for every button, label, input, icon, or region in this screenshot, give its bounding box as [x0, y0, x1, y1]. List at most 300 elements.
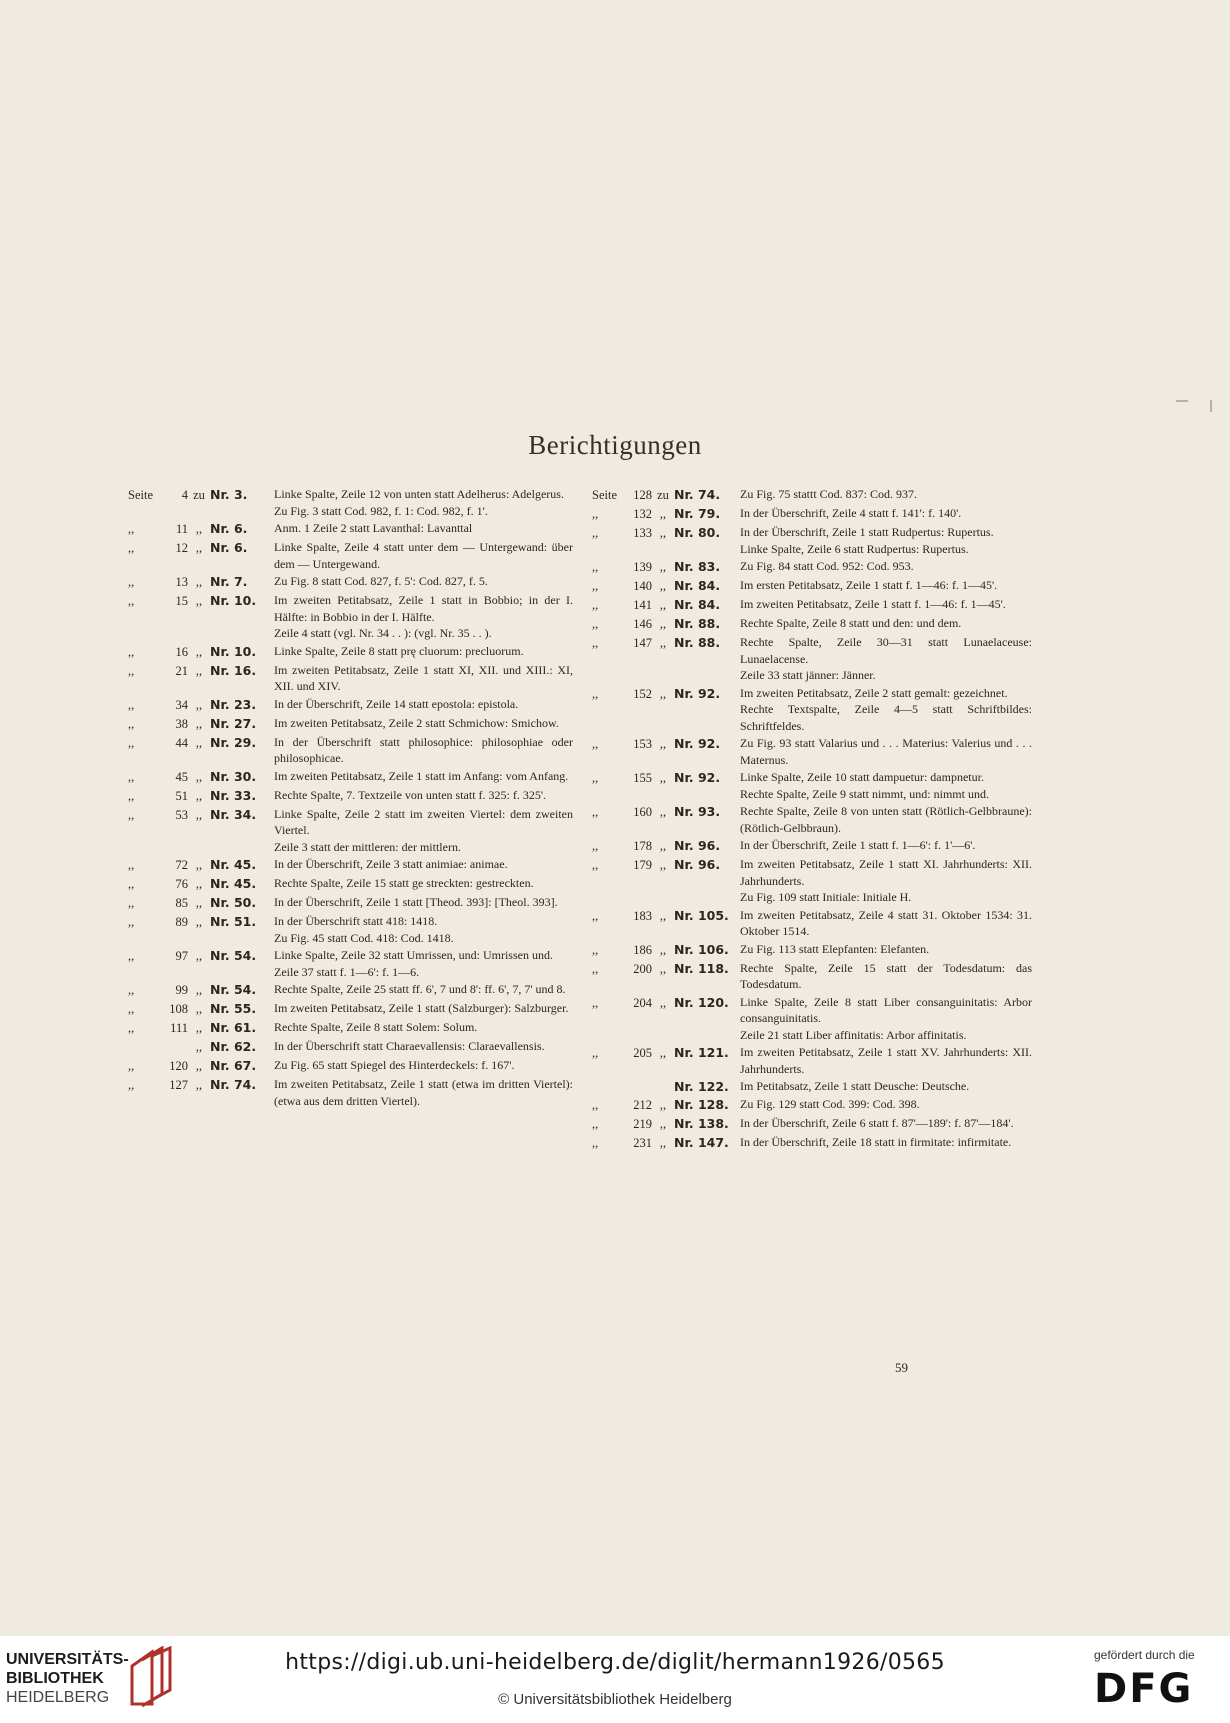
entry-text — [740, 907, 1032, 940]
entry-reference — [592, 615, 740, 633]
correction-entry — [592, 837, 1032, 855]
dfg-logo[interactable]: DFG — [1094, 1666, 1194, 1712]
page-ref: 85 — [175, 896, 188, 910]
entry-reference — [128, 715, 274, 733]
correction-line: Im zweiten Petitabsatz, Zeile 1 statt XV. Jahrhunderts: XII. Jahrhunderts. — [740, 1045, 1032, 1076]
correction-entry — [128, 1057, 573, 1075]
entry-text — [274, 734, 573, 767]
entry-reference — [128, 643, 274, 661]
correction-entry — [128, 573, 573, 591]
copyright-notice: © Universitätsbibliothek Heidelberg — [498, 1691, 732, 1708]
zu-label: ,, — [195, 769, 203, 784]
correction-line: Zu Fig. 75 stattt Cod. 837: Cod. 937. — [740, 487, 918, 501]
catalogue-number: Nr. 45. — [210, 876, 257, 891]
correction-line: Zeile 21 statt Liber affinitatis: Arbor affinitatis. — [740, 1027, 967, 1042]
catalogue-number: Nr. 16. — [210, 662, 257, 678]
seite-label: Seite — [128, 488, 153, 502]
catalogue-number: Nr. 54. — [210, 948, 257, 963]
correction-line: Zu Fig. 45 statt Cod. 418: Cod. 1418. — [274, 930, 454, 945]
correction-entry — [592, 615, 1032, 633]
seite-label: ,, — [592, 1098, 599, 1112]
entry-reference — [128, 1076, 274, 1094]
entry-reference — [128, 806, 274, 824]
entry-text — [274, 894, 573, 911]
entry-text — [740, 1078, 1032, 1095]
catalogue-number: Nr. 88. — [674, 635, 721, 650]
correction-entry — [128, 894, 573, 912]
entry-text — [274, 662, 573, 695]
entry-reference — [592, 941, 740, 959]
correction-line: Rechte Spalte, Zeile 15 statt der Todesdatum: das Todesdatum. — [740, 960, 1032, 991]
entry-reference — [592, 524, 740, 542]
entry-text — [274, 573, 573, 590]
correction-line: Zeile 4 statt (vgl. Nr. 34 . . ): (vgl. Nr. 35 . . ). — [274, 626, 492, 640]
page-ref: 178 — [633, 839, 652, 853]
zu-label: ,, — [659, 737, 667, 751]
seite-label: Seite — [592, 488, 617, 502]
correction-line: In der Überschrift statt 418: 1418. — [274, 914, 438, 928]
zu-label: ,, — [195, 575, 203, 589]
catalogue-number: Nr. 34. — [210, 806, 257, 822]
correction-line: Im zweiten Petitabsatz, Zeile 1 statt f. 1—46: f. 1—45'. — [740, 597, 1006, 611]
correction-entry — [592, 558, 1032, 576]
seite-label: ,, — [128, 983, 135, 997]
logo-text-line2: BIBLIOTHEK — [6, 1670, 104, 1687]
seite-label: ,, — [128, 716, 135, 731]
seite-label: ,, — [128, 807, 135, 822]
entry-reference — [128, 696, 274, 714]
correction-line: Zu Fig. 65 statt Spiegel des Hinterdeckels: f. 167'. — [274, 1058, 515, 1072]
correction-entry — [592, 685, 1032, 735]
zu-label: ,, — [659, 636, 667, 650]
page-ref: 51 — [175, 788, 188, 803]
entry-reference — [128, 1057, 274, 1075]
page-ref: 133 — [633, 526, 652, 540]
correction-line: Im zweiten Petitabsatz, Zeile 4 statt 31. Oktober 1534: 31. Oktober 1514. — [740, 907, 1032, 938]
entry-reference — [592, 735, 740, 753]
entry-reference — [592, 505, 740, 523]
correction-line: Im zweiten Petitabsatz, Zeile 1 statt in Bobbio; in der I. Hälfte: in Bobbio in der I. Hälfte. — [274, 593, 573, 624]
page-ref: 12 — [175, 541, 188, 555]
correction-entry — [128, 662, 573, 695]
page-ref: 140 — [633, 579, 652, 593]
page-ref: 128 — [633, 488, 652, 502]
correction-entry — [592, 994, 1032, 1044]
seite-label: ,, — [592, 961, 599, 976]
zu-label: ,, — [195, 522, 203, 536]
zu-label: ,, — [195, 983, 203, 997]
correction-line: Zu Fig. 84 statt Cod. 952: Cod. 953. — [740, 559, 914, 573]
zu-label: ,, — [659, 771, 667, 785]
correction-entry — [592, 1044, 1032, 1077]
seite-label: ,, — [128, 697, 135, 712]
correction-entry — [592, 735, 1032, 768]
catalogue-number: Nr. 27. — [210, 715, 257, 731]
entry-reference — [592, 577, 740, 595]
correction-entry — [128, 643, 573, 661]
seite-label: ,, — [128, 858, 135, 872]
entry-text — [274, 856, 573, 873]
zu-label: ,, — [195, 541, 203, 555]
catalogue-number: Nr. 120. — [674, 994, 729, 1010]
catalogue-number: Nr. 147. — [674, 1135, 729, 1150]
seite-label: ,, — [128, 1021, 135, 1035]
entry-text — [274, 806, 573, 856]
entry-reference — [592, 1134, 740, 1152]
zu-label: ,, — [659, 908, 667, 923]
seite-label: ,, — [592, 579, 599, 593]
page-ref: 53 — [175, 807, 188, 822]
page-ref: 45 — [175, 769, 188, 784]
page-ref: 132 — [633, 507, 652, 521]
left-column — [128, 486, 573, 1110]
catalogue-number: Nr. 96. — [674, 838, 721, 853]
catalogue-number: Nr. 62. — [210, 1039, 257, 1054]
entry-text — [740, 486, 1032, 503]
zu-label: ,, — [195, 594, 203, 608]
correction-line: In der Überschrift statt philosophice: philosophiae oder philosophicae. — [274, 734, 573, 765]
catalogue-number: Nr. 10. — [210, 643, 257, 659]
correction-entry — [128, 806, 573, 856]
entry-text — [740, 1115, 1032, 1132]
entry-reference — [128, 734, 274, 752]
page-ref: 183 — [633, 908, 652, 923]
entry-text — [740, 524, 1032, 557]
correction-line: Im Petitabsatz, Zeile 1 statt Deusche: Deutsche. — [740, 1079, 970, 1093]
seite-label: ,, — [592, 507, 599, 521]
zu-label: ,, — [195, 896, 203, 910]
correction-line: Rechte Spalte, Zeile 8 statt und den: und dem. — [740, 616, 962, 630]
correction-line: Zu Fig. 8 statt Cod. 827, f. 5': Cod. 827, f. 5. — [274, 574, 488, 588]
entry-reference — [128, 662, 274, 680]
entry-reference — [592, 1044, 740, 1062]
page-ref: 13 — [175, 575, 188, 589]
entry-reference — [128, 768, 274, 786]
seite-label: ,, — [592, 636, 599, 650]
seite-label: ,, — [592, 942, 599, 957]
correction-entry — [592, 1096, 1032, 1114]
entry-reference — [128, 913, 274, 931]
correction-line: In der Überschrift statt Charaevallensis: Claraevallensis. — [274, 1039, 545, 1053]
zu-label: ,, — [195, 858, 203, 872]
seite-label: ,, — [128, 915, 135, 929]
page-ref: 139 — [633, 560, 652, 574]
correction-line: Im zweiten Petitabsatz, Zeile 1 statt XI, XII. und XIII.: XI, XII. und XIV. — [274, 662, 573, 693]
page-ref: 219 — [633, 1117, 652, 1131]
zu-label: zu — [657, 488, 669, 502]
page-ref: 16 — [175, 644, 188, 659]
zu-label: ,, — [659, 686, 667, 701]
page-ref: 120 — [169, 1059, 188, 1073]
page-ref: 108 — [169, 1002, 188, 1016]
entry-reference — [592, 907, 740, 925]
page-ref: 99 — [175, 983, 188, 997]
page-ref: 111 — [170, 1021, 188, 1035]
entry-text — [740, 803, 1032, 836]
correction-line: Rechte Spalte, Zeile 15 statt ge streckten: gestreckten. — [274, 876, 534, 890]
entry-text — [740, 577, 1032, 594]
entry-text — [740, 634, 1032, 684]
correction-line: Zeile 3 statt der mittleren: der mittlern. — [274, 839, 461, 854]
zu-label: ,, — [659, 839, 667, 853]
entry-text — [740, 615, 1032, 632]
page-ref: 21 — [175, 663, 188, 678]
zu-label: ,, — [659, 1136, 667, 1150]
correction-line: Zu Fig. 129 statt Cod. 399: Cod. 398. — [740, 1097, 920, 1111]
entry-reference — [592, 634, 740, 652]
catalogue-number: Nr. 84. — [674, 597, 721, 612]
entry-reference — [592, 486, 740, 504]
catalogue-number: Nr. 51. — [210, 914, 257, 929]
seite-label: ,, — [592, 526, 599, 540]
correction-line: Zu Fig. 113 statt Elepfanten: Elefanten. — [740, 941, 930, 956]
correction-line: Rechte Spalte, 7. Textzeile von unten statt f. 325: f. 325'. — [274, 787, 547, 802]
correction-line: Zeile 33 statt jänner: Jänner. — [740, 668, 876, 682]
seite-label: ,, — [592, 560, 599, 574]
seite-label: ,, — [128, 949, 135, 963]
zu-label: ,, — [659, 598, 667, 612]
correction-entry — [128, 520, 573, 538]
entry-reference — [592, 558, 740, 576]
zu-label: ,, — [195, 1002, 203, 1016]
seite-label: ,, — [592, 1046, 599, 1060]
page-ref: 4 — [181, 488, 188, 502]
entry-reference — [128, 856, 274, 874]
correction-line: In der Überschrift, Zeile 1 statt Rudpertus: Rupertus. — [740, 525, 994, 539]
correction-entry — [592, 960, 1032, 993]
catalogue-number: Nr. 74. — [210, 1077, 257, 1092]
correction-line: Linke Spalte, Zeile 6 statt Rudpertus: Rupertus. — [740, 541, 969, 556]
page-ref: 127 — [169, 1078, 188, 1092]
entry-reference — [128, 486, 274, 504]
entry-reference — [592, 1115, 740, 1133]
seite-label: ,, — [128, 663, 135, 678]
zu-label: ,, — [195, 915, 203, 929]
correction-line: Linke Spalte, Zeile 4 statt unter dem — Untergewand: über dem — Untergewand. — [274, 540, 573, 571]
entry-text — [740, 685, 1032, 735]
correction-entry — [128, 768, 573, 786]
page-ref: 160 — [633, 805, 652, 819]
catalogue-number: Nr. 106. — [674, 941, 729, 957]
page-ref: 204 — [633, 995, 652, 1010]
catalogue-number: Nr. 121. — [674, 1045, 729, 1060]
correction-entry — [592, 1134, 1032, 1152]
page-title: Berichtigungen — [528, 430, 702, 460]
dfg-funding-label: gefördert durch die — [1094, 1648, 1195, 1662]
seite-label: ,, — [592, 995, 599, 1010]
correction-entry — [128, 486, 573, 519]
entry-reference — [128, 1038, 274, 1056]
zu-label: ,, — [195, 877, 203, 891]
zu-label: ,, — [195, 788, 203, 803]
zu-label: ,, — [659, 1117, 667, 1131]
entry-text — [274, 486, 573, 519]
entry-reference — [592, 803, 740, 821]
correction-entry — [128, 981, 573, 999]
correction-line: Zu Fig. 3 statt Cod. 982, f. 1: Cod. 982, f. 1'. — [274, 503, 488, 518]
correction-line: In der Überschrift, Zeile 1 statt f. 1—6': f. 1'—6'. — [740, 838, 976, 852]
entry-text — [740, 994, 1032, 1044]
zu-label: ,, — [659, 805, 667, 819]
correction-entry — [592, 769, 1032, 802]
catalogue-number: Nr. 6. — [210, 521, 248, 536]
catalogue-number: Nr. 55. — [210, 1001, 257, 1016]
zu-label: ,, — [659, 995, 667, 1010]
zu-label: zu — [193, 488, 205, 502]
correction-line: Zeile 37 statt f. 1—6': f. 1—6. — [274, 964, 420, 979]
entry-reference — [128, 947, 274, 965]
entry-reference — [592, 856, 740, 874]
catalogue-number: Nr. 96. — [674, 857, 721, 872]
correction-line: Rechte Spalte, Zeile 8 von unten statt (Rötlich-Gelbbraune): (Rötlich-Gelbbraun). — [740, 804, 1032, 835]
entry-reference — [128, 520, 274, 538]
seite-label: ,, — [128, 877, 135, 891]
edge-mark — [1210, 400, 1212, 412]
entry-text — [274, 1019, 573, 1036]
page-number: 59 — [895, 1360, 908, 1375]
zu-label: ,, — [659, 1098, 667, 1112]
correction-entry — [592, 1078, 1032, 1095]
edge-mark — [1176, 400, 1188, 402]
page-ref: 146 — [633, 617, 652, 631]
correction-entry — [592, 486, 1032, 504]
zu-label: ,, — [659, 507, 667, 521]
seite-label: ,, — [592, 908, 599, 923]
zu-label: ,, — [659, 942, 667, 957]
catalogue-number: Nr. 3. — [210, 487, 248, 502]
correction-entry — [128, 1000, 573, 1018]
correction-entry — [128, 875, 573, 893]
correction-entry — [128, 1019, 573, 1037]
correction-line: Linke Spalte, Zeile 12 von unten statt Adelherus: Adelgerus. — [274, 487, 564, 501]
correction-entry — [592, 907, 1032, 940]
zu-label: ,, — [659, 617, 667, 631]
logo-text-line1: UNIVERSITÄTS- — [6, 1651, 129, 1668]
seite-label: ,, — [592, 737, 599, 751]
seite-label: ,, — [592, 858, 599, 872]
correction-line: Im zweiten Petitabsatz, Zeile 1 statt (Salzburger): Salzburger. — [274, 1001, 569, 1015]
entry-text — [274, 1038, 573, 1055]
entry-reference — [592, 596, 740, 614]
page-ref: 200 — [633, 961, 652, 976]
seite-label: ,, — [128, 575, 135, 589]
seite-label: ,, — [592, 617, 599, 631]
zu-label: ,, — [195, 644, 203, 659]
catalogue-number: Nr. 50. — [210, 895, 257, 910]
zu-label: ,, — [195, 807, 203, 822]
zu-label: ,, — [195, 663, 203, 678]
correction-entry — [592, 524, 1032, 557]
page-ref: 72 — [175, 858, 188, 872]
seite-label: ,, — [128, 735, 135, 750]
catalogue-number: Nr. 33. — [210, 787, 257, 803]
entry-text — [274, 981, 573, 998]
entry-reference — [128, 787, 274, 805]
correction-entry — [592, 856, 1032, 906]
catalogue-number: Nr. 67. — [210, 1058, 257, 1073]
correction-line: Linke Spalte, Zeile 2 statt im zweiten Viertel: dem zweiten Viertel. — [274, 806, 573, 837]
catalogue-number: Nr. 92. — [674, 770, 721, 785]
page-ref: 179 — [633, 858, 652, 872]
seite-label: ,, — [128, 1078, 135, 1092]
correction-line: Linke Spalte, Zeile 32 statt Umrissen, und: Umrissen und. — [274, 948, 553, 962]
entry-text — [274, 1076, 573, 1109]
entry-reference — [128, 875, 274, 893]
correction-line: In der Überschrift, Zeile 1 statt [Theod. 393]: [Theol. 393]. — [274, 895, 558, 909]
entry-text — [740, 596, 1032, 613]
catalogue-number: Nr. 54. — [210, 982, 257, 997]
correction-line: Linke Spalte, Zeile 8 statt Liber consanguinitatis: Arbor consanguinitatis. — [740, 994, 1032, 1025]
entry-reference — [128, 1000, 274, 1018]
correction-line: Rechte Spalte, Zeile 30—31 statt Lunaelaceuse: Lunaelacense. — [740, 635, 1032, 666]
catalogue-number: Nr. 6. — [210, 540, 248, 555]
seite-label: ,, — [128, 644, 135, 659]
catalogue-number: Nr. 88. — [674, 616, 721, 631]
catalogue-number: Nr. 84. — [674, 578, 721, 593]
entry-text — [274, 875, 573, 892]
correction-entry — [128, 913, 573, 946]
entry-text — [740, 1044, 1032, 1077]
seite-label: ,, — [128, 896, 135, 910]
page-ref: 153 — [633, 737, 652, 751]
page-ref: 141 — [633, 598, 652, 612]
correction-entry — [128, 734, 573, 767]
logo-text-line3: HEIDELBERG — [6, 1689, 110, 1706]
correction-line: Anm. 1 Zeile 2 statt Lavanthal: Lavanttal — [274, 521, 473, 535]
zu-label: ,, — [659, 858, 667, 872]
catalogue-number: Nr. 45. — [210, 857, 257, 872]
catalogue-number: Nr. 128. — [674, 1097, 729, 1112]
zu-label: ,, — [659, 526, 667, 540]
zu-label: ,, — [195, 949, 203, 963]
entry-text — [274, 696, 573, 713]
entry-text — [740, 558, 1032, 575]
correction-entry — [128, 856, 573, 874]
seite-label: ,, — [592, 598, 599, 612]
entry-reference — [592, 1078, 740, 1095]
entry-reference — [592, 960, 740, 978]
entry-reference — [128, 539, 274, 557]
catalogue-number: Nr. 118. — [674, 960, 729, 976]
zu-label: ,, — [195, 1078, 203, 1092]
entry-text — [274, 520, 573, 537]
seite-label: ,, — [128, 541, 135, 555]
entry-reference — [128, 981, 274, 999]
zu-label: ,, — [195, 1059, 203, 1073]
correction-line: Rechte Spalte, Zeile 25 statt ff. 6', 7 und 8': ff. 6', 7, 7' und 8. — [274, 982, 566, 996]
entry-reference — [592, 837, 740, 855]
catalogue-number: Nr. 7. — [210, 574, 248, 589]
entry-reference — [592, 769, 740, 787]
entry-reference — [592, 994, 740, 1012]
seite-label: ,, — [592, 839, 599, 853]
catalogue-number: Nr. 10. — [210, 593, 257, 608]
correction-line: In der Überschrift, Zeile 18 statt in firmitate: infirmitate. — [740, 1135, 1012, 1149]
correction-entry — [128, 947, 573, 980]
correction-entry — [592, 577, 1032, 595]
seite-label: ,, — [128, 1059, 135, 1073]
permalink-url[interactable]: https://digi.ub.uni-heidelberg.de/diglit/hermann1926/0565 — [285, 1650, 945, 1675]
seite-label: ,, — [128, 594, 135, 608]
entry-text — [740, 735, 1032, 768]
page-ref: 34 — [175, 697, 188, 712]
correction-line: Im zweiten Petitabsatz, Zeile 1 statt (etwa im dritten Viertel): (etwa aus dem dritten Viertel). — [274, 1077, 573, 1108]
correction-line: Im zweiten Petitabsatz, Zeile 2 statt Schmichow: Smichow. — [274, 715, 559, 730]
catalogue-number: Nr. 105. — [674, 907, 729, 923]
page-ref: 89 — [175, 915, 188, 929]
entry-text — [274, 913, 573, 946]
correction-line: Im ersten Petitabsatz, Zeile 1 statt f. 1—46: f. 1—45'. — [740, 578, 998, 592]
